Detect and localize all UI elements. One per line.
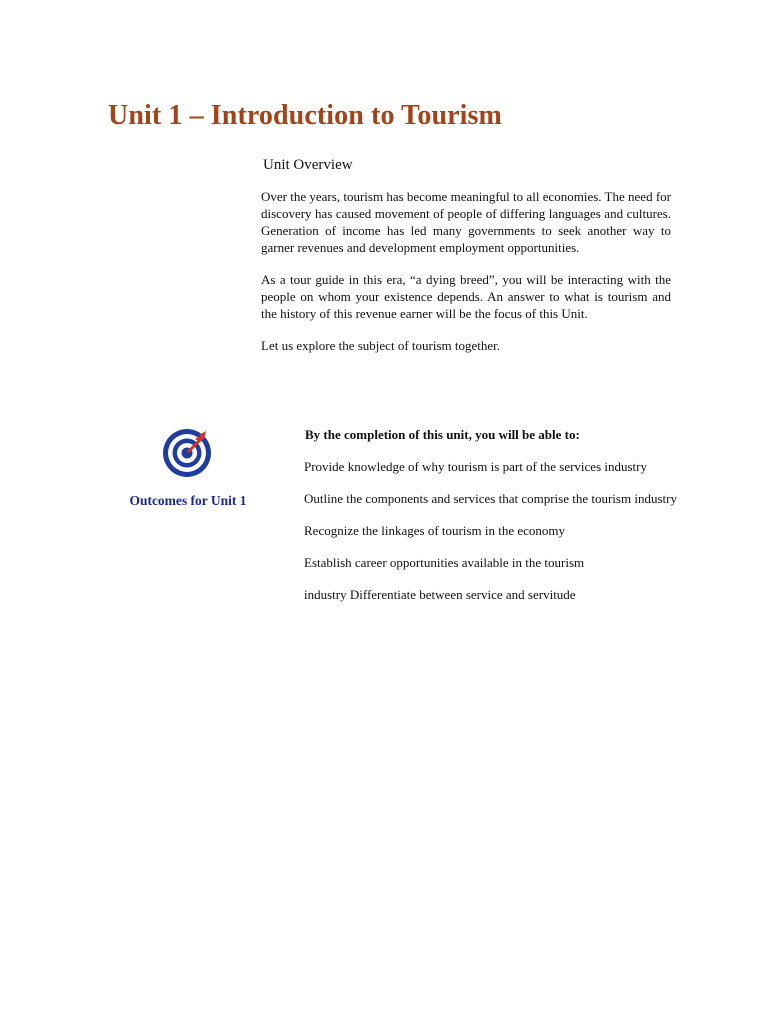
overview-paragraph: Over the years, tourism has become meaningful to all economies. The need for discovery has caused movement of people of differing languages and cultures. Generation of income has led many governments to seek another way to garner revenues and development employment opportunities. [261,189,671,255]
outcomes-sidebar [108,425,268,509]
target-icon [162,425,214,479]
outcome-item: Establish career opportunities available in the tourism [304,555,585,570]
outcome-item: Outline the components and services that comprise the tourism industry [304,491,677,506]
unit-overview-section [261,157,671,369]
outcomes-intro: By the completion of this unit, you will be able to: [305,427,580,442]
outcome-item: Recognize the linkages of tourism in the economy [304,523,566,538]
overview-heading: Unit Overview [263,157,353,173]
outcomes-list [302,458,682,603]
outcome-item: Provide knowledge of why tourism is part of the services industry [304,459,647,474]
outcome-item: industry Differentiate between service and servitude [304,587,576,602]
overview-paragraph: As a tour guide in this era, “a dying breed”, you will be interacting with the people on whom your existence depends. An answer to what is tourism and the history of this revenue earner will be the focus of this Unit. [261,272,671,321]
outcomes-section [302,426,682,618]
overview-paragraph: Let us explore the subject of tourism together. [261,338,500,353]
outcomes-label: Outcomes for Unit 1 [129,493,247,508]
unit-title: Unit 1 – Introduction to Tourism [108,100,502,131]
